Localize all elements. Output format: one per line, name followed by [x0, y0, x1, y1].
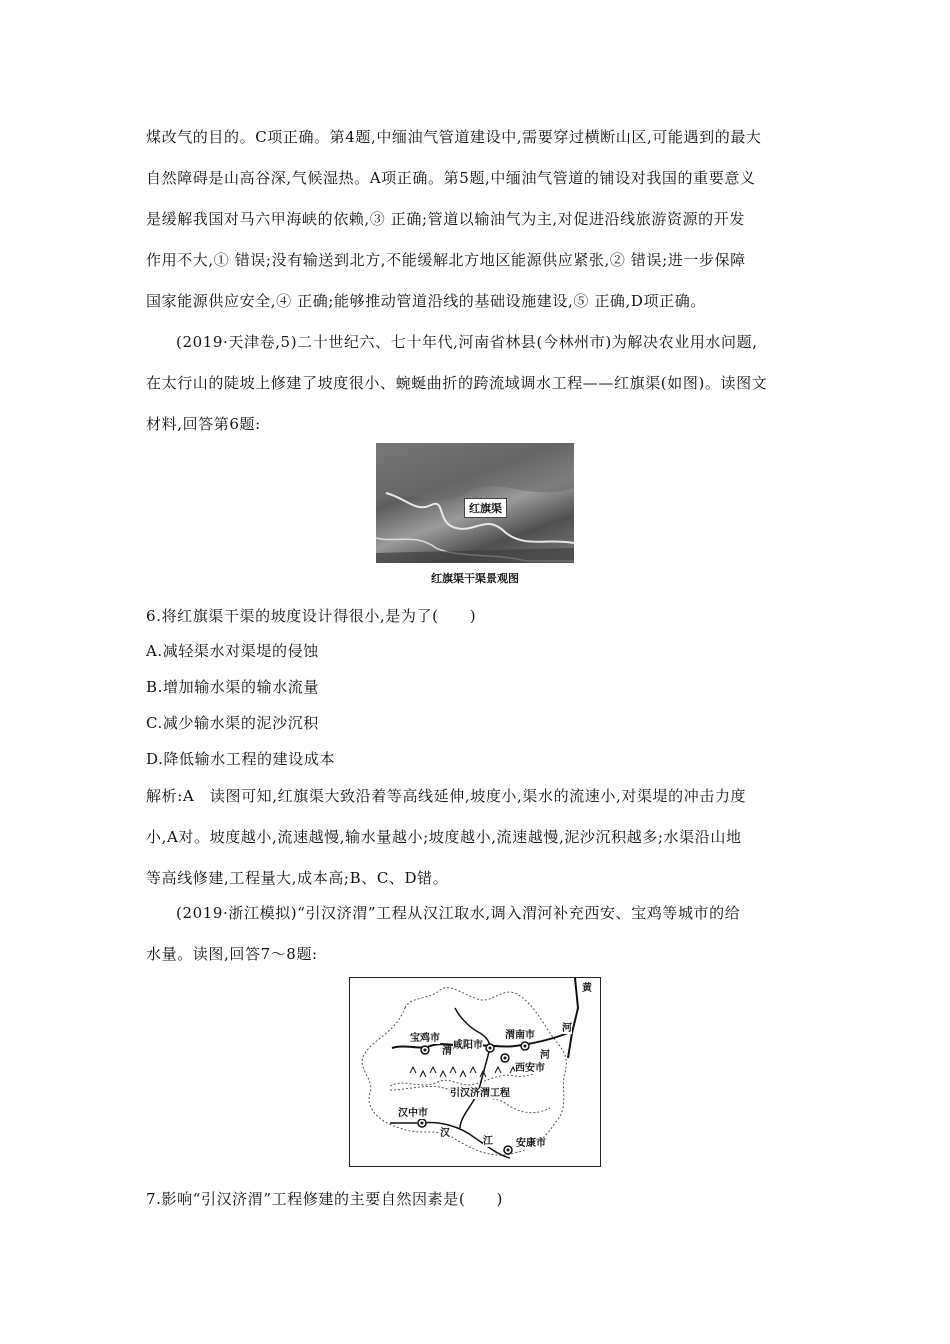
- map-label: 西安市: [515, 1063, 545, 1074]
- question-stem: 7.影响“引汉济渭”工程修建的主要自然因素是( ): [146, 1190, 503, 1208]
- paragraph-line: 作用不大,① 错误;没有输送到北方,不能缓解北方地区能源供应紧张,② 错误;进一步保障: [146, 251, 746, 269]
- hongqiqu-label: 红旗渠: [464, 498, 507, 518]
- map-label: 江: [483, 1136, 493, 1147]
- map-label: 汉中市: [398, 1108, 428, 1119]
- question-stem: 6.将红旗渠干渠的坡度设计得很小,是为了( ): [146, 607, 477, 625]
- analysis-line: 等高线修建,工程量大,成本高;B、C、D错。: [146, 869, 449, 887]
- map-label: 汉: [440, 1128, 450, 1139]
- paragraph-line: 自然障碍是山高谷深,气候湿热。A项正确。第5题,中缅油气管道的铺设对我国的重要意义: [146, 169, 756, 187]
- map-label: 河: [540, 1050, 550, 1061]
- question-intro-line: 材料,回答第6题:: [146, 415, 261, 433]
- question-intro-line: (2019·浙江模拟)“引汉济渭”工程从汉江取水,调入渭河补充西安、宝鸡等城市的给: [176, 904, 741, 922]
- yinhan-jiwei-map: [349, 977, 601, 1167]
- analysis-line: 解析:A 读图可知,红旗渠大致沿着等高线延伸,坡度小,渠水的流速小,对渠堤的冲击力度: [146, 787, 747, 805]
- question-intro-line: 水量。读图,回答7～8题:: [146, 945, 318, 963]
- figure-caption: 红旗渠干渠景观图: [431, 572, 519, 585]
- option-b: B.增加输水渠的输水流量: [146, 678, 319, 696]
- map-label: 宝鸡市: [410, 1033, 440, 1044]
- map-label: 安康市: [516, 1138, 546, 1149]
- map-label: 河: [562, 1023, 572, 1034]
- option-d: D.降低输水工程的建设成本: [146, 750, 336, 768]
- question-intro-line: (2019·天津卷,5)二十世纪六、七十年代,河南省林县(今林州市)为解决农业用水问题,: [176, 333, 758, 351]
- map-label: 咸阳市: [453, 1040, 483, 1051]
- map-label: 引汉济渭工程: [450, 1088, 510, 1099]
- analysis-line: 小,A对。坡度越小,流速越慢,输水量越小;坡度越小,流速越慢,泥沙沉积越多;水渠沿山地: [146, 828, 742, 846]
- question-intro-line: 在太行山的陡坡上修建了坡度很小、蜿蜒曲折的跨流域调水工程——红旗渠(如图)。读图文: [146, 374, 768, 392]
- paragraph-line: 煤改气的目的。C项正确。第4题,中缅油气管道建设中,需要穿过横断山区,可能遇到的最大: [146, 128, 762, 146]
- option-a: A.减轻渠水对渠堤的侵蚀: [146, 642, 319, 660]
- map-label: 渭南市: [505, 1030, 535, 1041]
- map-label: 渭: [442, 1046, 452, 1057]
- option-c: C.减少输水渠的泥沙沉积: [146, 714, 319, 732]
- paragraph-line: 国家能源供应安全,④ 正确;能够推动管道沿线的基础设施建设,⑤ 正确,D项正确。: [146, 292, 706, 310]
- paragraph-line: 是缓解我国对马六甲海峡的依赖,③ 正确;管道以输油气为主,对促进沿线旅游资源的开发: [146, 210, 745, 228]
- map-label: 黄: [582, 983, 592, 994]
